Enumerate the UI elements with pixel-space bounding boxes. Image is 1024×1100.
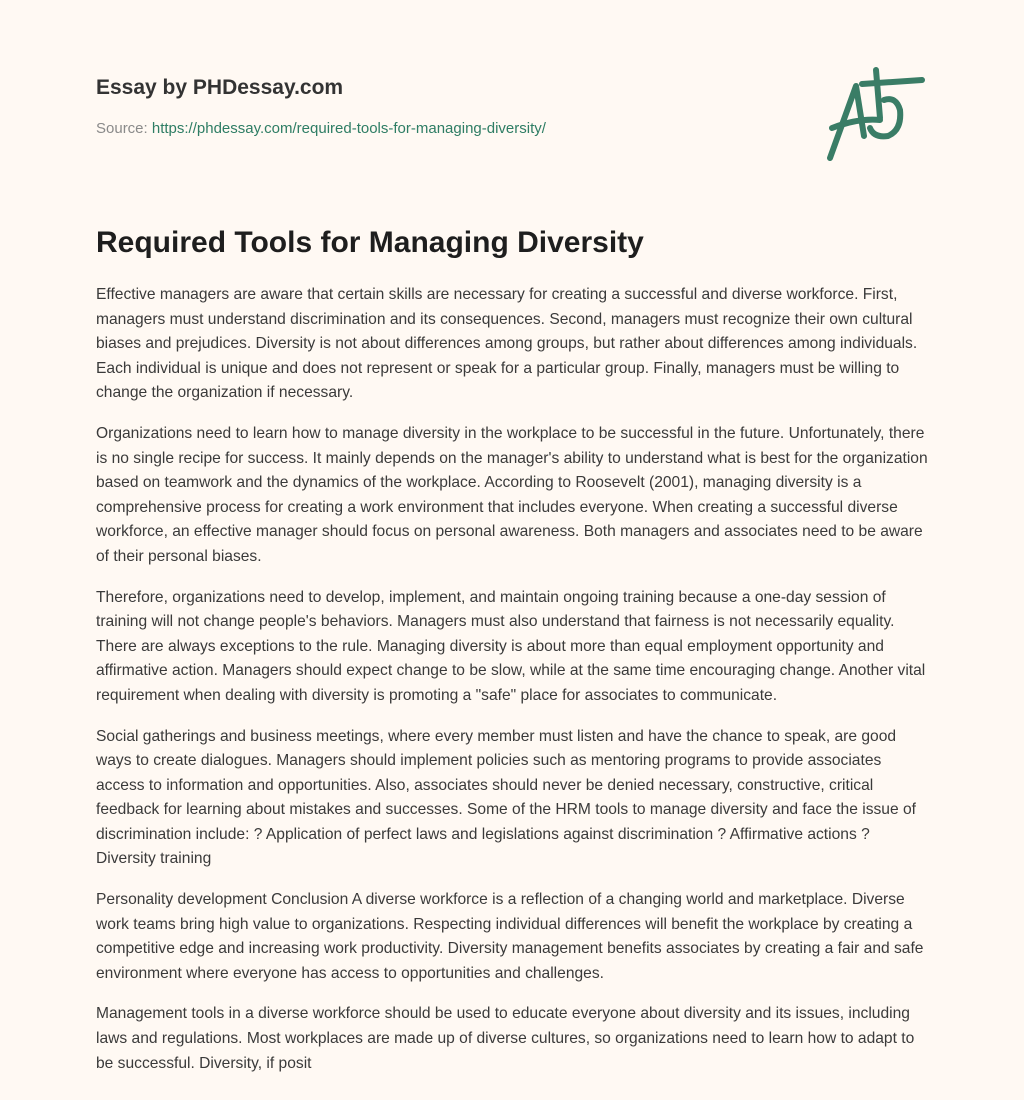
paragraph: Personality development Conclusion A diverse workforce is a reflection of a changing world and marketplace. Diverse work teams bring high value to organizations. Respecting individual differences will benefit the workplace by creating a competitive edge and increasing work productivity. Diversity management benefits associates by creating a fair and safe environment where everyone has access to opportunities and challenges.: [96, 891, 924, 982]
source-link[interactable]: https://phdessay.com/required-tools-for-managing-diversity/: [151, 120, 546, 137]
source-line: [96, 120, 546, 137]
paragraph: Effective managers are aware that certain skills are necessary for creating a successful and diverse workforce. First, managers must understand discrimination and its consequences. Second, managers must recognize their own cultural biases and prejudices. Diversity is not about differences among groups, but rather about differences among individuals. Each individual is unique and does not represent or speak for a particular group. Finally, managers must be willing to change the organization if necessary.: [96, 286, 918, 402]
a-plus-logo-icon: [818, 66, 928, 166]
paragraph: Therefore, organizations need to develop, implement, and maintain ongoing training because a one-day session of training will not change people's behaviors. Managers must also understand that fairness is not necessarily equality. There are always exceptions to the rule. Managing diversity is about more than equal employment opportunity and affirmative action. Managers should expect change to be slow, while at the same time encouraging change. Another vital requirement when dealing with diversity is promoting a "safe" place for associates to communicate.: [96, 588, 926, 704]
essay-title: Required Tools for Managing Diversity: [96, 226, 644, 259]
source-label: Source:: [96, 120, 148, 137]
essay-body: [96, 283, 932, 1092]
paragraph: Management tools in a diverse workforce should be used to educate everyone about diversity and its issues, including laws and regulations. Most workplaces are made up of diverse cultures, so organizations need to learn how to adapt to be successful. Diversity, if posit: [96, 1005, 915, 1072]
header: [96, 76, 546, 137]
paragraph: Organizations need to learn how to manage diversity in the workplace to be successful in the future. Unfortunately, there is no single recipe for success. It mainly depends on the manager's ability to understand what is best for the organization based on teamwork and the dynamics of the workplace. According to Roosevelt (2001), managing diversity is a comprehensive process for creating a work environment that includes everyone. When creating a successful diverse workforce, an effective manager should focus on personal awareness. Both managers and associates need to be aware of their personal biases.: [96, 424, 928, 565]
paragraph: Social gatherings and business meetings, where every member must listen and have the chance to speak, are good ways to create dialogues. Managers should implement policies such as mentoring programs to provide associates access to information and opportunities. Also, associates should never be denied necessary, constructive, critical feedback for learning about mistakes and successes. Some of the HRM tools to manage diversity and face the issue of discrimination include: ? Application of perfect laws and legislations against discrimination ? Affirmative actions ? Diversity training: [96, 727, 916, 868]
site-title: Essay by PHDessay.com: [96, 76, 344, 99]
